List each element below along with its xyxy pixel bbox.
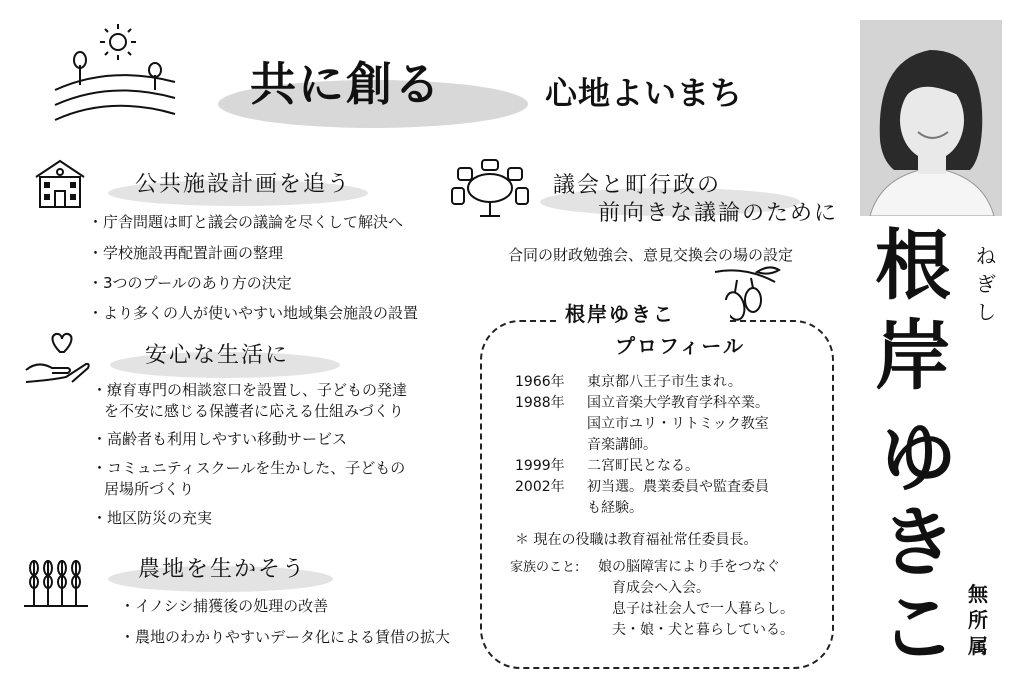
list-item: ・庁舎問題は町と議会の議論を尽くして解決へ [88, 213, 404, 231]
furigana: し [976, 300, 996, 324]
profile-text: 初当選。農業委員や監査委員 [587, 479, 769, 495]
affiliation: 属 [968, 634, 988, 658]
profile-family-line: 育成会へ入会。 [612, 580, 710, 596]
profile-family-line: 娘の脳障害により手をつなぐ [598, 559, 780, 575]
profile-text: 音楽講師。 [587, 437, 657, 453]
portrait-image [860, 20, 1002, 216]
profile-family-label: 家族のこと: [510, 560, 580, 575]
section-heading-council-2: 前向きな議論のために [598, 201, 839, 226]
list-item: ・農地のわかりやすいデータ化による賃借の拡大 [120, 628, 451, 646]
profile-text: も経験。 [587, 500, 643, 516]
profile-year: 1999年 [515, 458, 565, 474]
list-item: ・3つのプールのあり方の決定 [88, 274, 292, 292]
candidate-name-char: ゆ [880, 413, 956, 502]
profile-year: 1966年 [515, 374, 565, 390]
profile-family-line: 夫・娘・犬と暮らしている。 [612, 622, 794, 638]
furigana: ね [976, 244, 996, 268]
landscape-sun-icon [50, 20, 185, 130]
profile-title-1: 根岸ゆきこ [565, 302, 675, 326]
section-heading-public: 公共施設計画を追う [135, 172, 352, 197]
candidate-name-char: こ [880, 583, 956, 672]
affiliation: 所 [968, 608, 988, 632]
list-item: ・療育専門の相談窓口を設置し、子どもの発達 [92, 381, 408, 399]
profile-year: 2002年 [515, 479, 565, 495]
affiliation: 無 [968, 582, 988, 606]
sub-headline: 心地よいまち [545, 74, 744, 112]
profile-title-2: プロフィール [615, 334, 745, 358]
profile-text: 二宮町民となる。 [587, 458, 699, 474]
list-item: ・イノシシ捕獲後の処理の改善 [120, 597, 329, 615]
profile-text: 国立音楽大学教育学科卒業。 [587, 395, 769, 411]
meeting-table-icon [450, 158, 530, 220]
list-item: ・地区防災の充実 [92, 509, 213, 527]
profile-text: 国立市ユリ・リトミック教室 [587, 416, 769, 432]
list-item: ・高齢者も利用しやすい移動サービス [92, 430, 348, 448]
list-item: を不安に感じる保護者に応える仕組みづくり [104, 402, 404, 420]
section-heading-council-1: 議会と町行政の [553, 173, 722, 198]
candidate-name-char: 岸 [875, 311, 951, 400]
candidate-name-char: き [880, 498, 956, 587]
headline: 共に創る [250, 57, 442, 111]
list-item: ・より多くの人が使いやすい地域集会施設の設置 [88, 304, 419, 322]
list-item: 居場所づくり [104, 480, 195, 498]
wheat-icon [22, 550, 92, 610]
furigana: ぎ [976, 272, 996, 296]
list-item: 合同の財政勉強会、意見交換会の場の設定 [508, 246, 794, 264]
candidate-photo [860, 20, 1002, 216]
school-building-icon [32, 155, 88, 211]
section-heading-safety: 安心な生活に [145, 343, 290, 368]
profile-year: 1988年 [515, 395, 565, 411]
profile-role: ＊ 現在の役職は教育福祉常任委員長。 [515, 532, 758, 548]
list-item: ・コミュニティスクールを生かした、子どもの [92, 459, 406, 477]
list-item: ・学校施設再配置計画の整理 [88, 244, 284, 262]
section-heading-farm: 農地を生かそう [138, 557, 307, 582]
profile-text: 東京都八王子市生まれ。 [587, 374, 742, 390]
candidate-name-char: 根 [875, 221, 951, 310]
hand-heart-icon [22, 330, 92, 385]
profile-family-line: 息子は社会人で一人暮らし。 [612, 601, 794, 617]
